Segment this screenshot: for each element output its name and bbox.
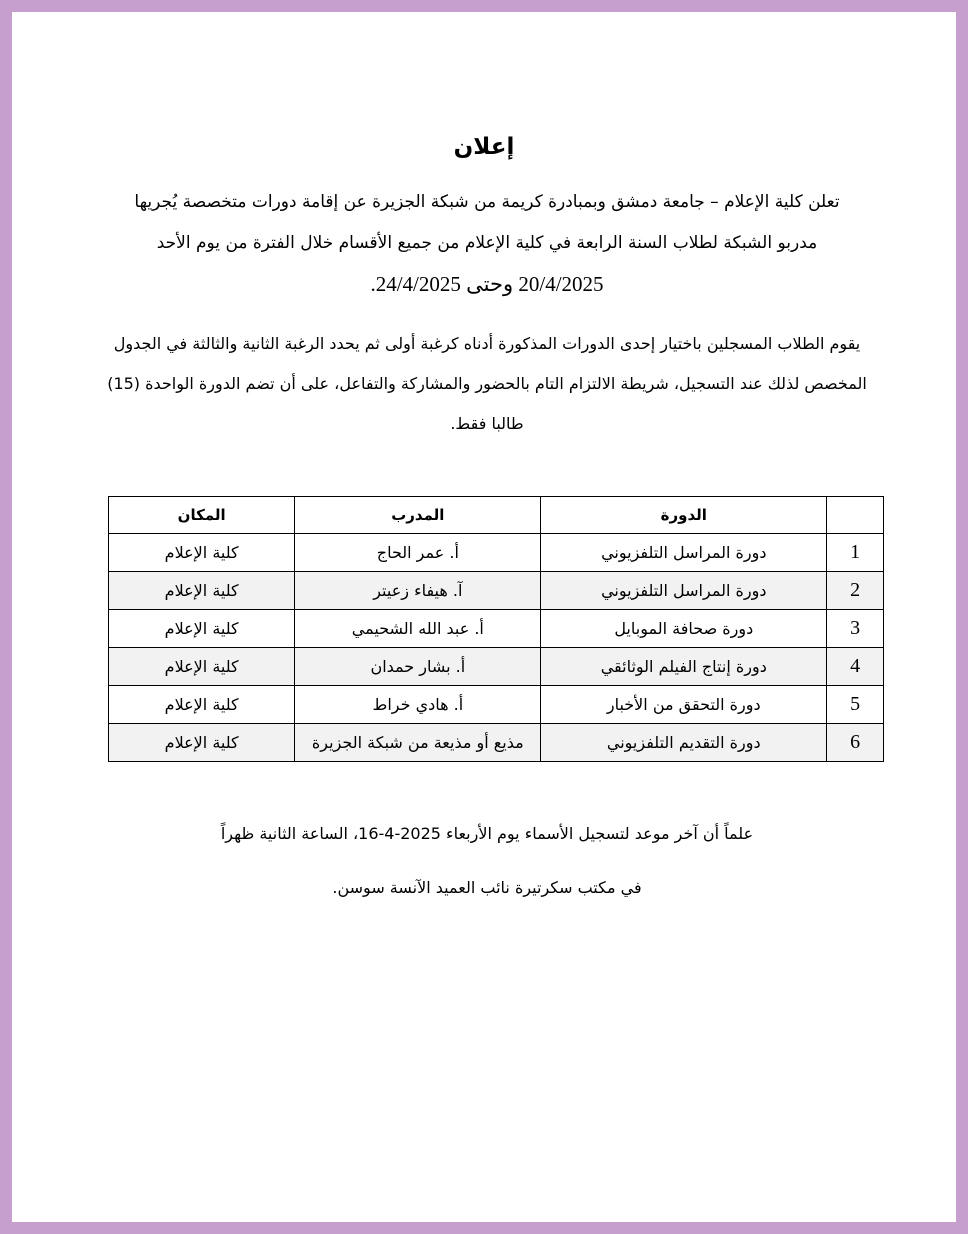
row-number: 4 xyxy=(827,648,884,686)
row-place: كلية الإعلام xyxy=(109,724,295,762)
announcement-intro-paragraph xyxy=(107,182,867,305)
header-trainer: المدرب xyxy=(295,497,541,534)
header-number xyxy=(827,497,884,534)
table-row xyxy=(109,686,884,724)
row-number: 5 xyxy=(827,686,884,724)
header-course: الدورة xyxy=(541,497,827,534)
intro-line-1: تعلن كلية الإعلام – جامعة دمشق وبمبادرة كريمة من شبكة الجزيرة عن إقامة دورات متخصصة يُجريها xyxy=(134,192,840,212)
row-course: دورة صحافة الموبايل xyxy=(541,610,827,648)
row-number: 6 xyxy=(827,724,884,762)
row-place: كلية الإعلام xyxy=(109,610,295,648)
document-page xyxy=(12,12,956,1222)
row-trainer: مذيع أو مذيعة من شبكة الجزيرة xyxy=(295,724,541,762)
table-row xyxy=(109,648,884,686)
announcement-title: إعلان xyxy=(453,134,515,160)
row-number: 3 xyxy=(827,610,884,648)
row-course: دورة المراسل التلفزيوني xyxy=(541,534,827,572)
row-trainer: أ. عمر الحاج xyxy=(295,534,541,572)
row-place: كلية الإعلام xyxy=(109,534,295,572)
courses-table xyxy=(108,496,884,762)
row-trainer: أ. هادي خراط xyxy=(295,686,541,724)
row-place: كلية الإعلام xyxy=(109,572,295,610)
row-place: كلية الإعلام xyxy=(109,686,295,724)
registration-deadline-note: علماً أن آخر موعد لتسجيل الأسماء يوم الأربعاء 2025-4-16، الساعة الثانية ظهراً xyxy=(220,824,754,843)
intro-line-2: مدربو الشبكة لطلاب السنة الرابعة في كلية الإعلام من جميع الأقسام خلال الفترة من يوم الأحد xyxy=(156,233,818,253)
row-course: دورة التحقق من الأخبار xyxy=(541,686,827,724)
row-number: 1 xyxy=(827,534,884,572)
row-place: كلية الإعلام xyxy=(109,648,295,686)
row-trainer: آ. هيفاء زعيتر xyxy=(295,572,541,610)
table-header-row xyxy=(109,497,884,534)
row-course: دورة إنتاج الفيلم الوثائقي xyxy=(541,648,827,686)
row-trainer: أ. بشار حمدان xyxy=(295,648,541,686)
table-row xyxy=(109,610,884,648)
selection-instructions-paragraph: يقوم الطلاب المسجلين باختيار إحدى الدورات المذكورة أدناه كرغبة أولى ثم يحدد الرغبة الثانية والثالثة في الجدول المخصص لذلك عند التسجيل، شريطة الالتزام التام بالحضور والمشاركة والتفاعل، على أن تضم الدورة الواحدة (15) طالبا فقط. xyxy=(107,334,867,433)
row-course: دورة التقديم التلفزيوني xyxy=(541,724,827,762)
row-number: 2 xyxy=(827,572,884,610)
table-row xyxy=(109,724,884,762)
header-place: المكان xyxy=(109,497,295,534)
row-course: دورة المراسل التلفزيوني xyxy=(541,572,827,610)
registration-location-note: في مكتب سكرتيرة نائب العميد الآنسة سوسن. xyxy=(332,878,642,897)
table-row xyxy=(109,534,884,572)
row-trainer: أ. عبد الله الشحيمي xyxy=(295,610,541,648)
table-row xyxy=(109,572,884,610)
intro-date-range: 20/4/2025 وحتى 24/4/2025. xyxy=(370,272,604,296)
